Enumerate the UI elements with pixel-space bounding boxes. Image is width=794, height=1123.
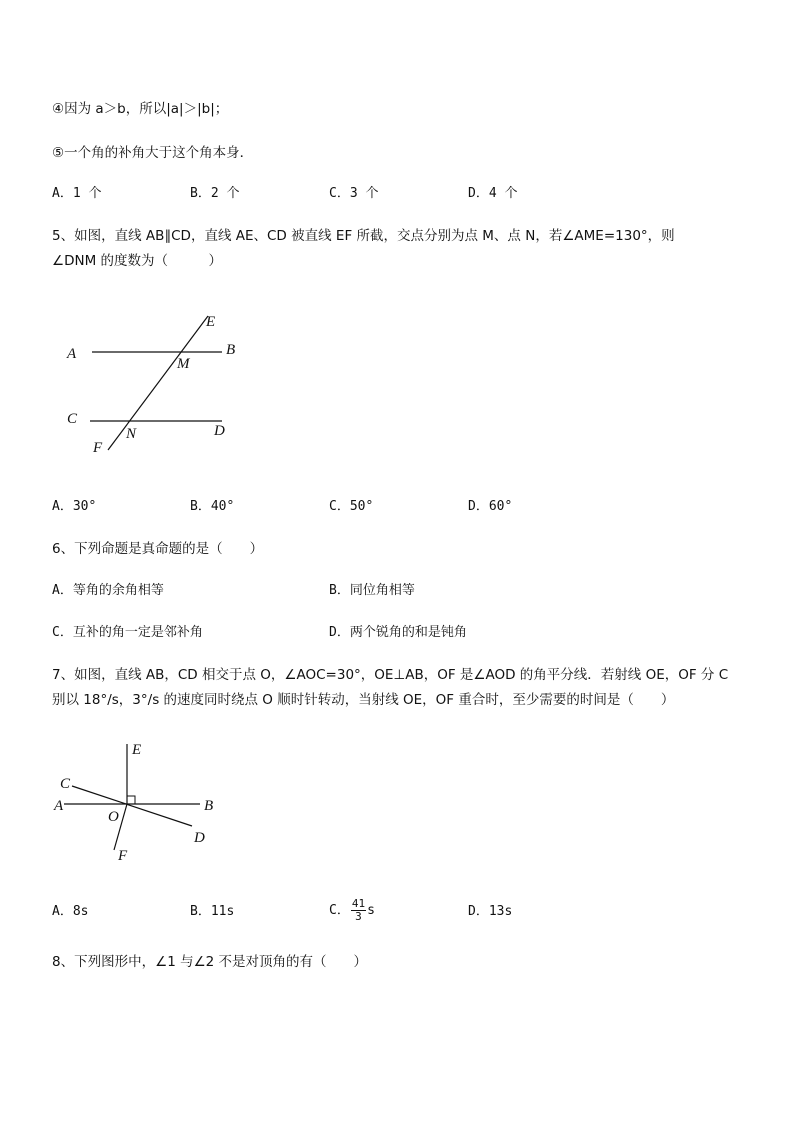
q7-option-c[interactable]	[329, 896, 375, 926]
q7-option-c-prefix: C．	[329, 903, 350, 918]
statement-4: ④因为 a＞b，所以|a|＞|b|；	[52, 101, 229, 117]
label-b: B	[204, 798, 214, 814]
q6-stem: 6、下列命题是真命题的是（ ）	[52, 541, 264, 557]
label-c: C	[60, 776, 71, 792]
q5-option-a[interactable]: A．30°	[52, 499, 97, 514]
q6-option-a[interactable]: A．等角的余角相等	[52, 583, 164, 598]
q6-option-b[interactable]: B．同位角相等	[329, 583, 415, 598]
line-ef	[108, 316, 208, 450]
label-a: A	[54, 798, 64, 814]
label-d: D	[194, 830, 205, 846]
q4-option-b[interactable]: B．2 个	[190, 186, 240, 201]
q5-stem-line1: 5、如图，直线 AB∥CD，直线 AE、CD 被直线 EF 所截，交点分别为点 M、点 N，若∠AME=130°，则	[52, 228, 675, 244]
q7-option-d[interactable]: D．13s	[468, 904, 513, 919]
q5-parallel-lines-figure	[60, 308, 250, 458]
label-e: E	[206, 314, 216, 330]
q4-option-c[interactable]: C．3 个	[329, 186, 379, 201]
q5-option-c[interactable]: C．50°	[329, 499, 374, 514]
q7-option-b[interactable]: B．11s	[190, 904, 235, 919]
label-n: N	[126, 426, 137, 442]
label-d: D	[214, 423, 225, 439]
q7-option-c-unit: s	[367, 903, 375, 918]
q6-option-d[interactable]: D．两个锐角的和是钝角	[329, 625, 467, 640]
q4-option-d[interactable]: D．4 个	[468, 186, 518, 201]
q4-option-a[interactable]: A．1 个	[52, 186, 102, 201]
right-angle-mark	[127, 796, 135, 804]
statement-5: ⑤一个角的补角大于这个角本身．	[52, 145, 254, 161]
q5-option-b[interactable]: B．40°	[190, 499, 235, 514]
label-b: B	[226, 342, 236, 358]
label-m: M	[177, 356, 190, 372]
q7-stem-line2: 别以 18°/s，3°/s 的速度同时绕点 O 顺时针转动，当射线 OE，OF 重合时，至少需要的时间是（ ）	[52, 692, 675, 708]
label-a: A	[67, 346, 77, 362]
q7-stem-line1: 7、如图，直线 AB，CD 相交于点 O，∠AOC=30°，OE⊥AB，OF 是∠AOD 的角平分线．若射线 OE，OF 分 C	[52, 667, 729, 683]
label-f: F	[118, 848, 128, 864]
label-f: F	[93, 440, 103, 456]
line-cd	[72, 786, 192, 826]
q8-stem: 8、下列图形中，∠1 与∠2 不是对顶角的有（ ）	[52, 954, 368, 970]
fraction-denominator: 3	[355, 910, 362, 923]
q5-option-d[interactable]: D．60°	[468, 499, 513, 514]
q7-intersecting-lines-figure	[52, 738, 232, 868]
q5-stem-line2: ∠DNM 的度数为（ ）	[52, 253, 223, 269]
q6-option-c[interactable]: C．互补的角一定是邻补角	[52, 625, 203, 640]
fraction-41-over-3	[351, 898, 366, 923]
q7-option-a[interactable]: A．8s	[52, 904, 89, 919]
fraction-numerator: 41	[351, 897, 366, 910]
label-e: E	[132, 742, 142, 758]
label-o: O	[108, 809, 119, 825]
label-c: C	[67, 411, 78, 427]
